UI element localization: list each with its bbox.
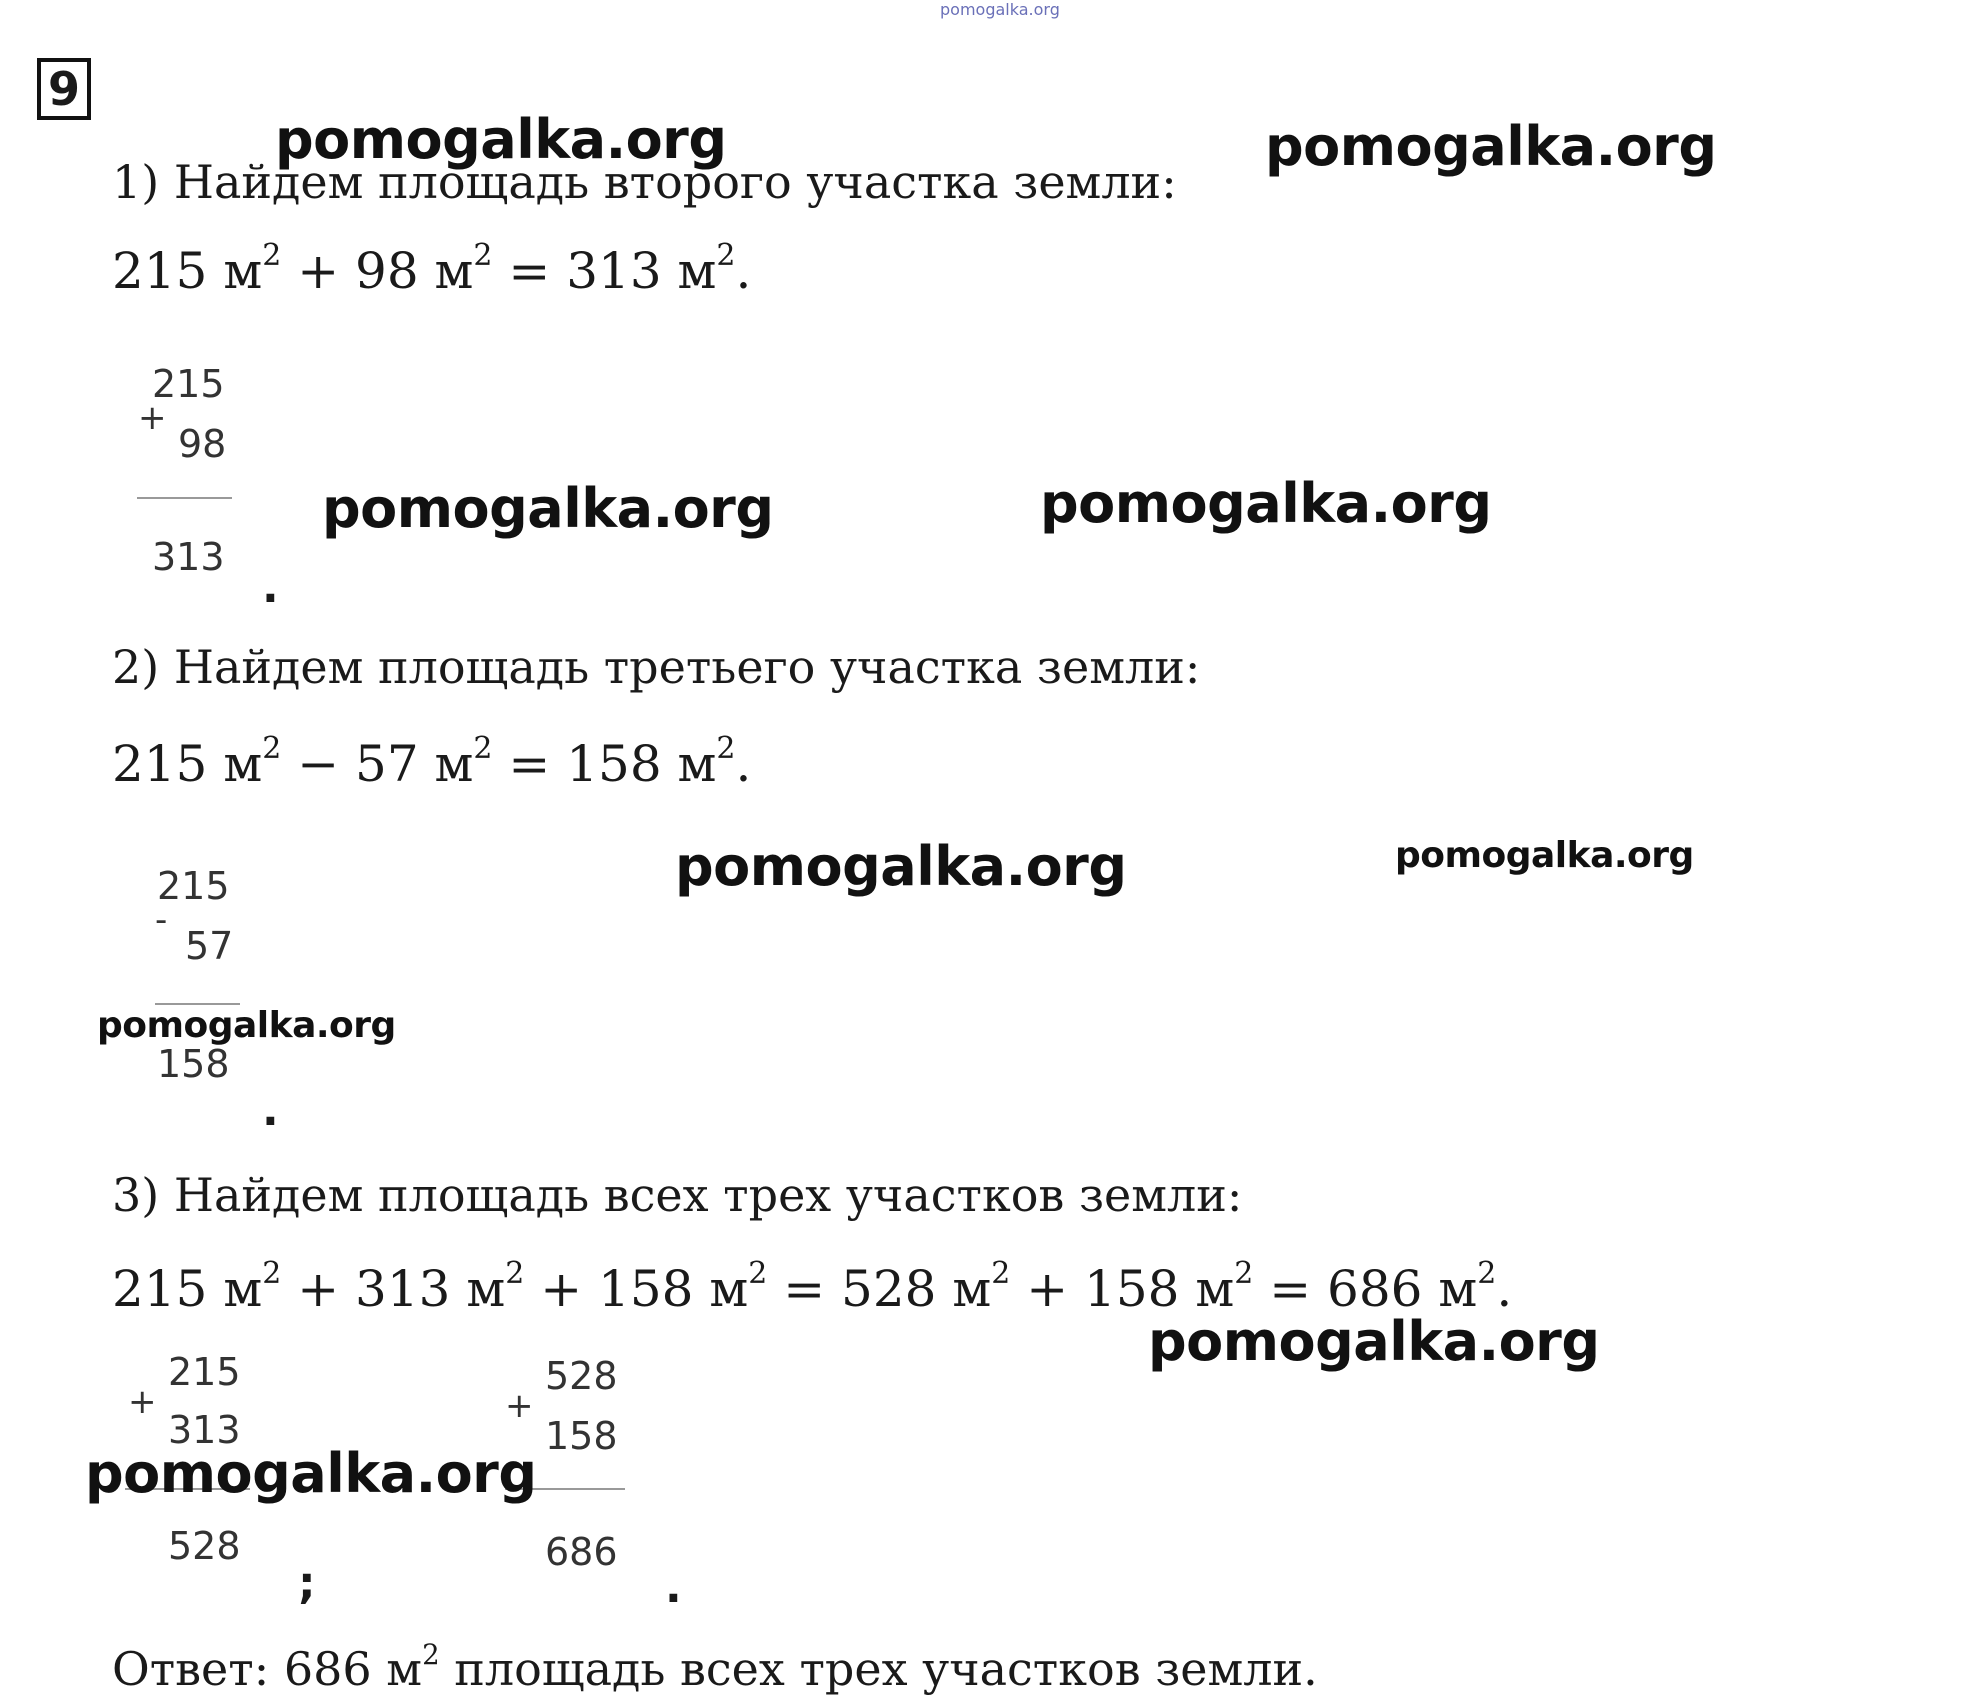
step3-col1-b: 313 [168,1408,241,1452]
step2-col-b: 57 [185,924,234,968]
step3-heading: 3) Найдем площадь всех трех участков земли: [112,1168,1243,1222]
step2-heading: 2) Найдем площадь третьего участка земли: [112,640,1201,694]
step3-equation: 215 $м^2 + 313$ $м^2 + 158$ $м^2 = 528$ $м^2 + 158$ $м^2 = 686$ $м^2$. [112,1256,1513,1318]
watermark: pomogalka.org [275,108,727,171]
task-number: 9 [37,58,91,120]
step2-equation: 215 $м^2 - 57$ $м^2 = 158$ $м^2$. [112,731,752,793]
watermark: pomogalka.org [322,477,774,540]
step2-col-a: 215 [157,864,230,908]
step1-equation: 215 $м^2 + 98$ $м^2 = 313$ $м^2$. [112,238,752,300]
step3-col2-sign: + [505,1386,534,1426]
step1-heading: 1) Найдем площадь второго участка земли: [112,155,1177,209]
step1-col-a: 215 [152,362,225,406]
watermark: pomogalka.org [85,1442,537,1505]
answer-line: Ответ: 686 $м^2$ площадь всех трех участков земли. [112,1638,1318,1696]
step1-col-end: . [262,562,279,613]
step3-col2-end: . [665,1562,682,1613]
watermark: pomogalka.org [675,835,1127,898]
step3-col1-end: ; [298,1558,316,1609]
step2-col-sign: - [155,900,168,940]
step3-col1-result: 528 [168,1524,241,1568]
step3-col2-a: 528 [545,1354,618,1398]
step3-col1-a: 215 [168,1350,241,1394]
step3-col1-sign: + [128,1382,157,1422]
watermark: pomogalka.org [1265,115,1717,178]
watermark: pomogalka.org [1148,1310,1600,1373]
watermark: pomogalka.org [97,1005,396,1046]
step3-col2-b: 158 [545,1414,618,1458]
step2-col-end: . [262,1085,279,1136]
watermark-top: pomogalka.org [940,0,1060,19]
step1-col-rule [137,497,232,499]
step1-col-result: 313 [152,535,225,579]
step3-col2-result: 686 [545,1530,618,1574]
step1-col-b: 98 [178,422,227,466]
step2-col-result: 158 [157,1042,230,1086]
watermark: pomogalka.org [1040,472,1492,535]
watermark: pomogalka.org [1395,835,1694,876]
step1-col-sign: + [138,398,167,438]
